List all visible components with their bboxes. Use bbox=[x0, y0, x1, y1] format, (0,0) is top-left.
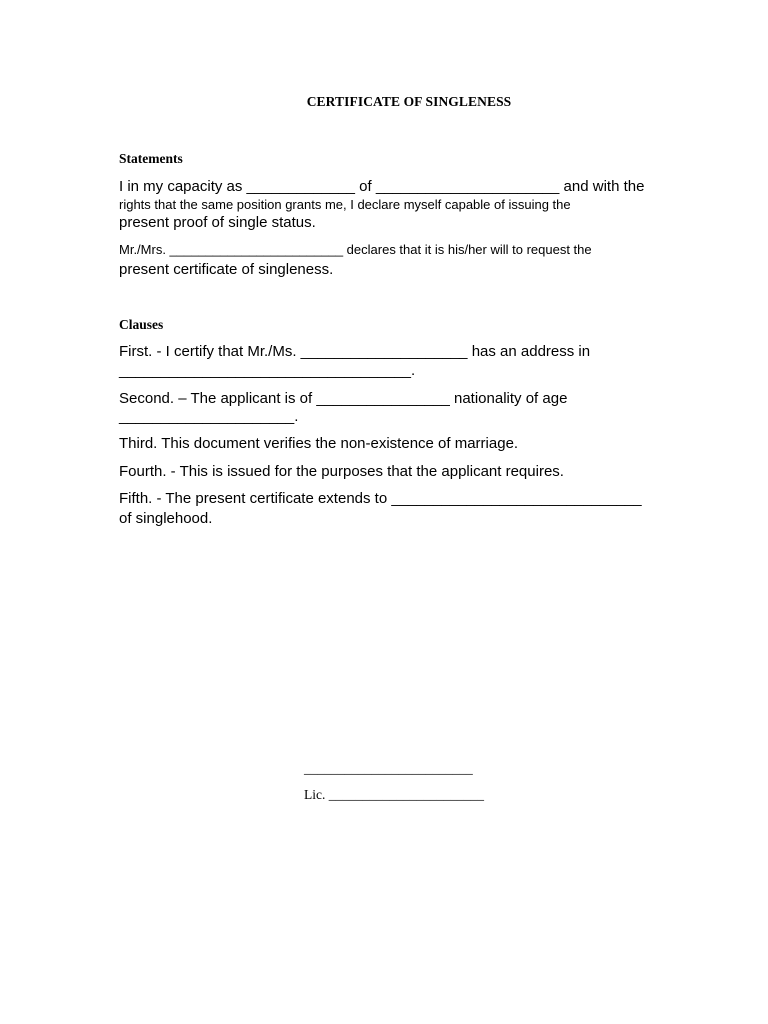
document-title: CERTIFICATE OF SINGLENESS bbox=[306, 94, 512, 109]
statement-request-line-2: present certificate of singleness. bbox=[119, 261, 334, 278]
statement-capacity-line-2: rights that the same position grants me, I declare myself capable of issuing the bbox=[119, 197, 571, 212]
clause-first-line-1: First. - I certify that Mr./Ms. ____________________ has an address in bbox=[119, 343, 591, 360]
clause-second-line-2: _____________________. bbox=[119, 408, 299, 425]
clauses-heading: Clauses bbox=[119, 317, 164, 332]
statement-request-line-1: Mr./Mrs. ________________________ declares that it is his/her will to request the bbox=[119, 242, 592, 257]
signature-lic-line: Lic. _______________________ bbox=[304, 787, 484, 802]
clause-second-line-1: Second. – The applicant is of ________________ nationality of age bbox=[119, 390, 568, 407]
clause-fifth-line-2: of singlehood. bbox=[119, 510, 213, 527]
statements-heading: Statements bbox=[119, 151, 183, 166]
clause-first-line-2: ___________________________________. bbox=[119, 362, 416, 379]
signature-line: _________________________ bbox=[304, 761, 473, 776]
statement-capacity-line-3: present proof of single status. bbox=[119, 214, 316, 231]
clause-fourth: Fourth. - This is issued for the purposes that the applicant requires. bbox=[119, 463, 564, 480]
statement-capacity-line-1: I in my capacity as _____________ of ______________________ and with the bbox=[119, 178, 645, 195]
clause-third: Third. This document verifies the non-existence of marriage. bbox=[119, 435, 519, 452]
clause-fifth-line-1: Fifth. - The present certificate extends to ______________________________ bbox=[119, 490, 642, 507]
